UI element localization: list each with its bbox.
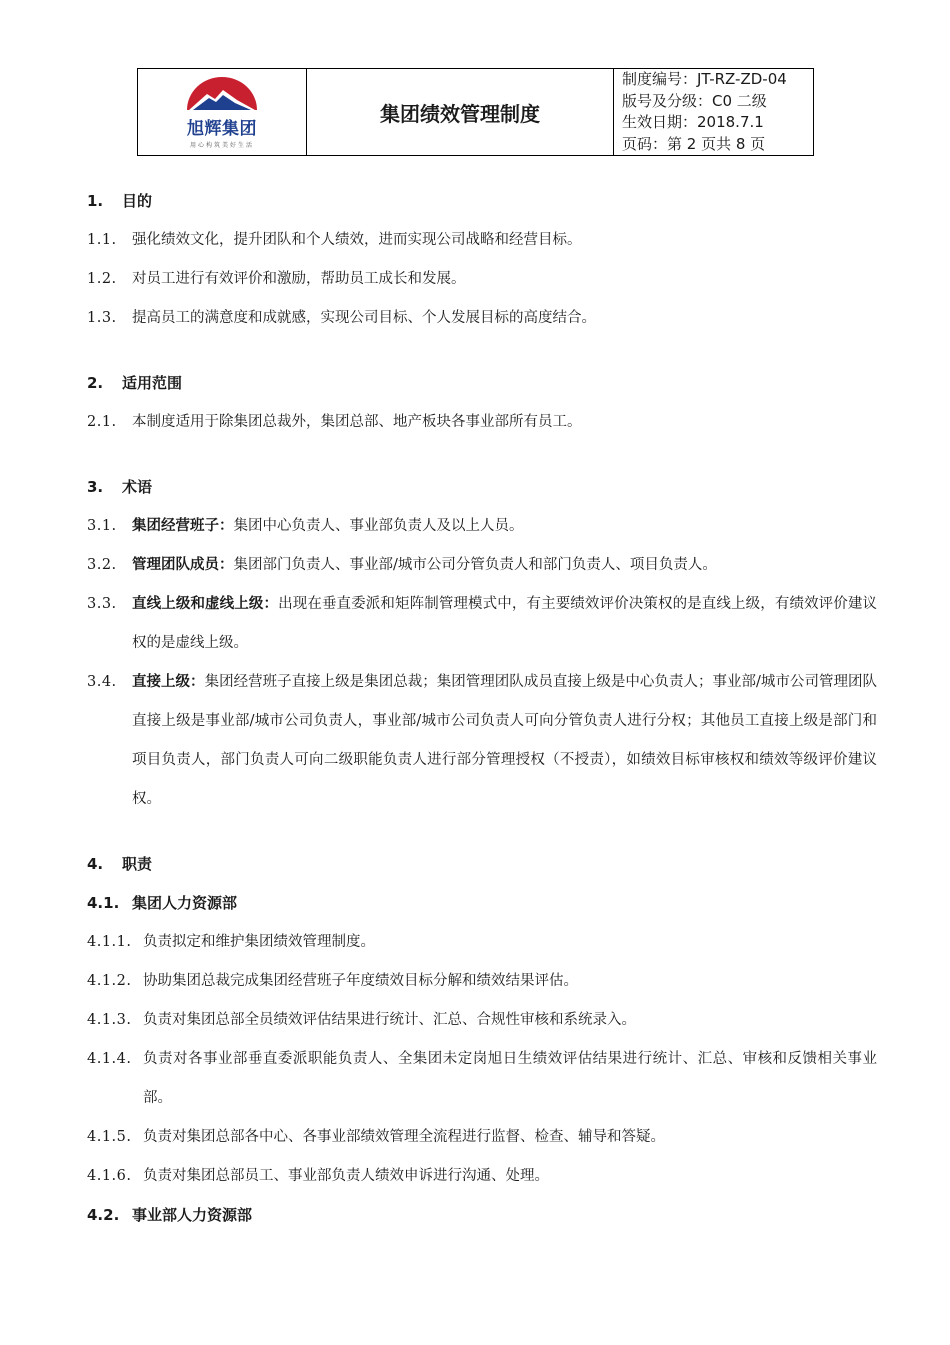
section-heading: 2. 适用范围 xyxy=(87,374,183,392)
list-item: 4.1.3. 负责对集团总部全员绩效评估结果进行统计、汇总、合规性审核和系统录入。 xyxy=(87,1012,636,1028)
list-item: 1.3. 提高员工的满意度和成就感，实现公司目标、个人发展目标的高度结合。 xyxy=(87,310,596,326)
logo-slogan: 用心构筑美好生活 xyxy=(189,141,254,149)
list-item: 3.4. 直接上级：集团经营班子直接上级是集团总裁；集团管理团队成员直接上级是中心负责人；事业部/城市公司管理团队直接上级是事业部/城市公司负责人，事业部/城市公司负责人可向分管负责人进行分权；其他员工直接上级是部门和项目负责人，部门负责人可向二级职能负责人进行部分管理授权（不授责），如绩效目标审核权和绩效等级评价建议权。 xyxy=(87,674,877,807)
list-item: 4.1.5. 负责对集团总部各中心、各事业部绩效管理全流程进行监督、检查、辅导和答疑。 xyxy=(87,1129,665,1145)
term: 直接上级： xyxy=(132,674,205,690)
company-logo xyxy=(138,69,307,155)
list-item: 1.2. 对员工进行有效评价和激励，帮助员工成长和发展。 xyxy=(87,271,466,287)
section-heading: 4. 职责 xyxy=(87,855,153,873)
list-item: 2.1. 本制度适用于除集团总裁外，集团总部、地产板块各事业部所有员工。 xyxy=(87,414,582,430)
list-item: 4.1.6. 负责对集团总部员工、事业部负责人绩效申诉进行沟通、处理。 xyxy=(87,1168,549,1184)
subsection-heading: 4.2. 事业部人力资源部 xyxy=(87,1206,253,1224)
meta-version: 版号及分级：C0 二级 xyxy=(622,91,767,110)
document-title: 集团绩效管理制度 xyxy=(307,69,614,155)
list-item: 1.1. 强化绩效文化，提升团队和个人绩效，进而实现公司战略和经营目标。 xyxy=(87,232,582,248)
term: 集团经营班子： xyxy=(132,518,234,534)
subsection-heading: 4.1. 集团人力资源部 xyxy=(87,894,238,912)
mountain-sun-icon xyxy=(185,76,259,112)
document-meta xyxy=(614,69,813,155)
list-item: 4.1.1. 负责拟定和维护集团绩效管理制度。 xyxy=(87,934,375,950)
document-body xyxy=(87,182,877,1235)
list-item: 3.3. 直线上级和虚线上级：出现在垂直委派和矩阵制管理模式中，有主要绩效评价决策权的是直线上级，有绩效评价建议权的是虚线上级。 xyxy=(87,596,878,651)
document-header xyxy=(137,68,814,156)
list-item: 3.2. 管理团队成员：集团部门负责人、事业部/城市公司分管负责人和部门负责人、项目负责人。 xyxy=(87,557,717,573)
section-heading: 1. 目的 xyxy=(87,192,153,210)
meta-effective-date: 生效日期：2018.7.1 xyxy=(622,113,764,131)
meta-code: 制度编号：JT-RZ-ZD-04 xyxy=(622,70,787,88)
list-item: 4.1.2. 协助集团总裁完成集团经营班子年度绩效目标分解和绩效结果评估。 xyxy=(87,973,578,989)
meta-page: 页码：第 2 页共 8 页 xyxy=(622,134,766,153)
logo-company-name: 旭辉集团 xyxy=(187,118,257,139)
list-item: 3.1. 集团经营班子：集团中心负责人、事业部负责人及以上人员。 xyxy=(87,518,524,534)
term: 管理团队成员： xyxy=(132,557,234,573)
list-item: 4.1.4. 负责对各事业部垂直委派职能负责人、全集团未定岗旭日生绩效评估结果进行统计、汇总、审核和反馈相关事业部。 xyxy=(87,1051,877,1106)
term: 直线上级和虚线上级： xyxy=(132,596,279,612)
section-heading: 3. 术语 xyxy=(87,478,153,496)
